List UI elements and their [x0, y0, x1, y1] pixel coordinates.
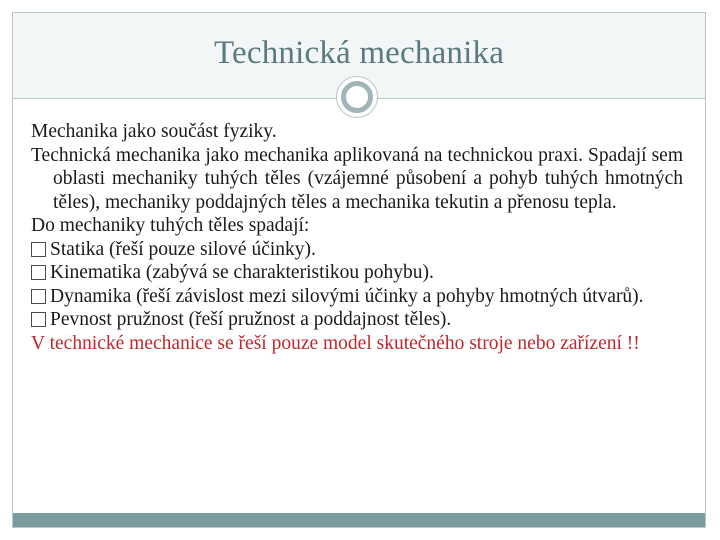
bullet-item-statika: [31, 238, 683, 262]
empty-square-icon: [31, 242, 46, 257]
footer-bar: [13, 513, 705, 527]
bullet-text: Kinematika (zabývá se charakteristikou pohybu).: [50, 262, 434, 283]
bullet-text: Dynamika (řeší závislost mezi silovými účinky a pohyby hmotných útvarů).: [50, 285, 644, 307]
bullet-item-pevnost: [31, 308, 683, 332]
bullet-text: Statika (řeší pouze silové účinky).: [50, 238, 316, 260]
paragraph-3: Do mechaniky tuhých těles spadají:: [31, 215, 310, 236]
paragraph-2: Technická mechanika jako mechanika aplikovaná na technickou praxi. Spadají sem oblasti mechaniky tuhých těles (vzájemné působení a pohyb tuhých hmotných těles), mechaniky poddajných těles a mechanika tekutin a přenosu tepla.: [31, 144, 683, 213]
slide-body: [31, 120, 683, 355]
bullet-item-dynamika: [31, 285, 683, 309]
paragraph-1: Mechanika jako součást fyziky.: [31, 121, 277, 142]
bullet-text: Pevnost pružnost (řeší pružnost a poddajnost těles).: [50, 309, 452, 330]
empty-square-icon: [31, 265, 46, 280]
bullet-item-kinematika: [31, 261, 683, 285]
circle-ornament-icon: [341, 81, 373, 113]
empty-square-icon: [31, 289, 46, 304]
conclusion-paragraph: V technické mechanice se řeší pouze model skutečného stroje nebo zařízení !!: [31, 332, 640, 354]
empty-square-icon: [31, 312, 46, 327]
slide: [12, 12, 706, 528]
slide-title: Technická mechanika: [213, 35, 505, 71]
